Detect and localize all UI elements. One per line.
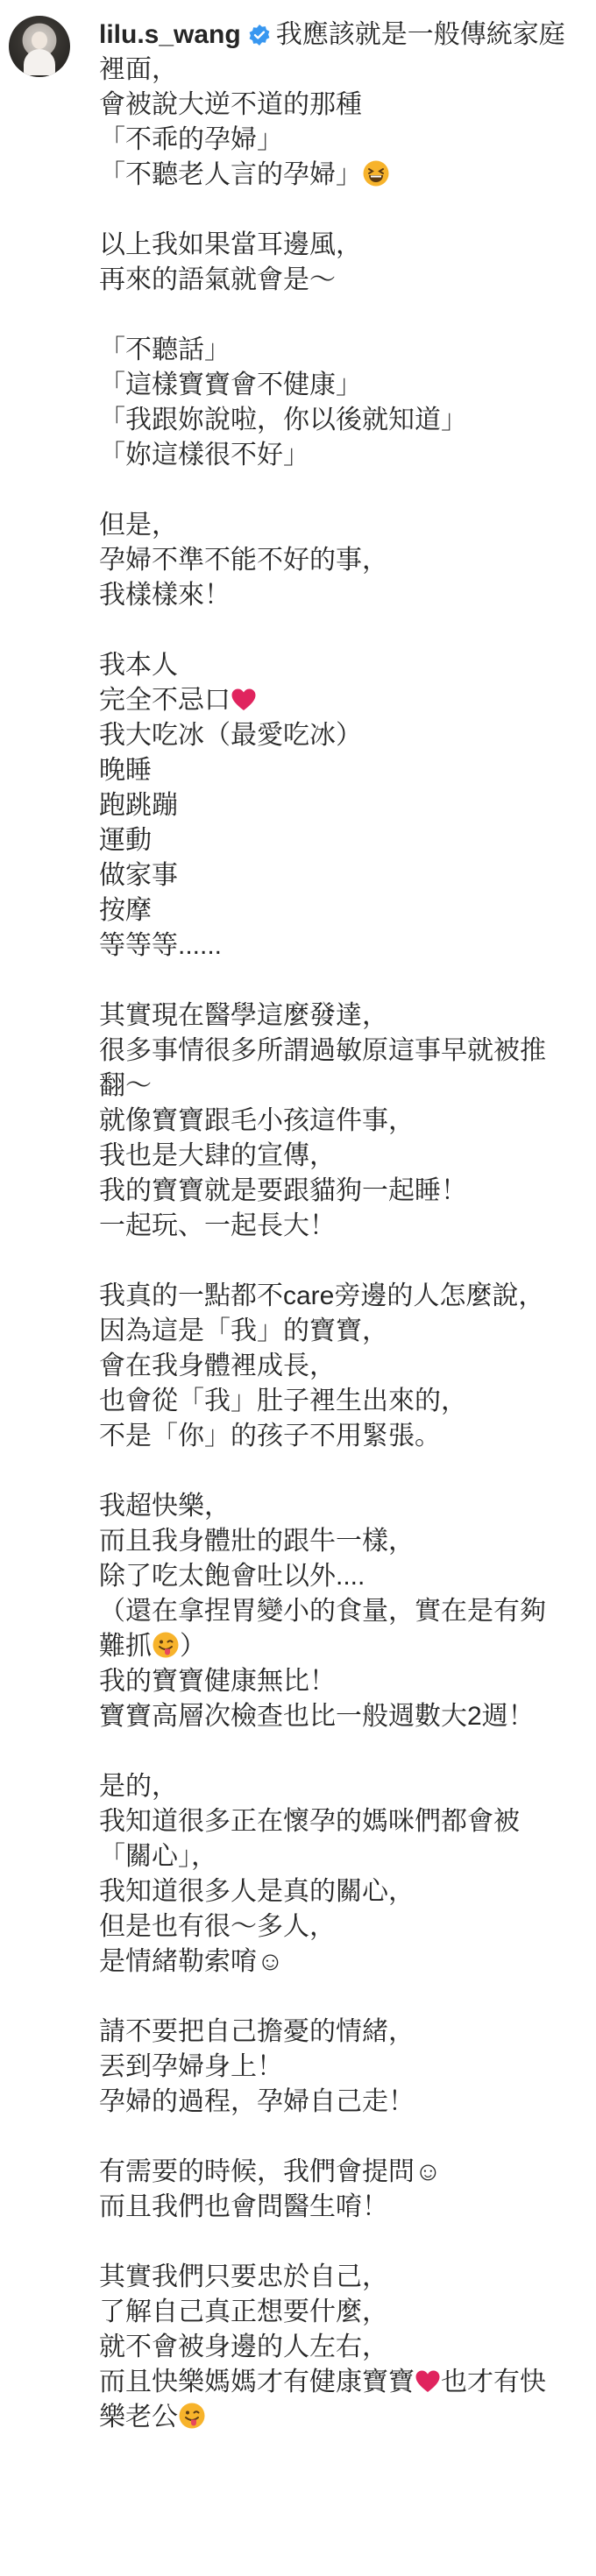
caption-line xyxy=(99,123,590,158)
caption-line-text: 就不會被身邊的人左右， xyxy=(99,2333,388,2361)
caption-line-text: 以上我如果當耳邊風， xyxy=(99,230,362,259)
caption-line xyxy=(99,403,590,438)
caption-line-text: 除了吃太飽會吐以外.... xyxy=(99,1562,365,1591)
caption-line xyxy=(99,718,590,753)
caption-line-text: 而且我身體壯的跟牛一樣， xyxy=(99,1527,415,1556)
caption-line-text: 完全不忌口 xyxy=(99,686,231,715)
caption-line-text: 不是「你」的孩子不用緊張。 xyxy=(99,1422,441,1450)
caption-line-text: 「不聽話」 xyxy=(99,335,231,364)
caption-line-text: 按摩 xyxy=(99,896,152,925)
avatar-head xyxy=(32,32,47,49)
caption-line-text: 但是， xyxy=(99,511,178,540)
caption-line-text: 運動 xyxy=(99,826,152,855)
caption-line-text: 也會從「我」肚子裡生出來的， xyxy=(99,1387,467,1415)
caption-header xyxy=(99,18,590,53)
caption-line xyxy=(99,333,590,368)
winking-face-with-tongue-icon xyxy=(178,2402,206,2430)
caption-line-text: 寶寶高層次檢查也比一般週數大2週！ xyxy=(99,1702,535,1731)
caption-line-text: 樂老公 xyxy=(99,2403,178,2431)
username-link[interactable]: lilu.s_wang xyxy=(99,20,241,49)
caption-blank-line xyxy=(99,1980,590,2015)
caption-line-text: 難抓 xyxy=(99,1632,152,1661)
caption-line xyxy=(99,1279,590,1314)
caption-line-text: 我超快樂， xyxy=(99,1492,231,1521)
caption-line-text: 其實我們只要忠於自己， xyxy=(99,2262,388,2291)
caption-line xyxy=(99,2190,590,2225)
caption-line-text: （還在拿捏胃變小的食量，實在是有夠 xyxy=(99,1597,546,1626)
caption-line xyxy=(99,263,590,298)
caption-line xyxy=(99,2330,590,2365)
caption-line xyxy=(99,508,590,543)
caption-line-text: 一起玩、一起長大！ xyxy=(99,1211,336,1240)
caption-line xyxy=(99,228,590,263)
caption-line xyxy=(99,1664,590,1699)
caption-line xyxy=(99,999,590,1034)
caption-line xyxy=(99,53,590,88)
caption-blank-line xyxy=(99,298,590,333)
caption-blank-line xyxy=(99,193,590,228)
caption-line-text: 我大吃冰（最愛吃冰） xyxy=(99,721,362,750)
caption-line xyxy=(99,648,590,683)
caption-line-text: 就像寶寶跟毛小孩這件事， xyxy=(99,1106,415,1135)
caption-line xyxy=(99,1874,590,1909)
caption-line xyxy=(99,1594,590,1629)
caption-line-text: 我的寶寶就是要跟貓狗一起睡！ xyxy=(99,1176,467,1205)
caption-line-text: 「不乖的孕婦」 xyxy=(99,125,283,154)
caption-line-text: 等等等...... xyxy=(99,931,223,960)
caption-line-text: 跑跳蹦 xyxy=(99,791,178,820)
caption-line-text: 請不要把自己擔憂的情緒， xyxy=(99,2017,415,2046)
caption-line xyxy=(99,2085,590,2120)
caption-blank-line xyxy=(99,2225,590,2260)
caption-line-text: 我樣樣來！ xyxy=(99,581,231,610)
caption-line xyxy=(99,1699,590,1734)
caption-blank-line xyxy=(99,1244,590,1279)
red-heart-icon xyxy=(231,688,257,712)
red-heart-icon xyxy=(415,2369,441,2394)
caption-line xyxy=(99,1069,590,1104)
caption-line-text: 會在我身體裡成長， xyxy=(99,1352,336,1380)
caption-line-text: 我的寶寶健康無比！ xyxy=(99,1667,336,1696)
caption-line xyxy=(99,858,590,893)
caption-line-text: 孕婦的過程，孕婦自己走！ xyxy=(99,2087,415,2116)
caption-line-text: 「這樣寶寶會不健康」 xyxy=(99,371,362,399)
caption-line-text: 做家事 xyxy=(99,861,178,890)
caption-line-text: 因為這是「我」的寶寶， xyxy=(99,1316,388,1345)
caption-line-text: 我知道很多人是真的關心， xyxy=(99,1877,415,1906)
caption-line-text: 而且快樂媽媽才有健康寶寶 xyxy=(99,2368,415,2396)
caption-line-text: 「我跟妳說啦，你以後就知道」 xyxy=(99,406,467,434)
verified-badge-icon xyxy=(248,24,271,46)
caption-first-line: 我應該就是一般傳統家庭 xyxy=(275,20,565,49)
caption-line xyxy=(99,2050,590,2085)
caption-line xyxy=(99,683,590,718)
caption-line xyxy=(99,2365,590,2400)
caption-line xyxy=(99,1384,590,1419)
caption-line-text: 是的， xyxy=(99,1772,178,1801)
caption-line-text: 了解自己真正想要什麼， xyxy=(99,2297,388,2326)
caption-line xyxy=(99,1489,590,1524)
caption-line-text: 會被說大逆不道的那種 xyxy=(99,90,362,119)
caption-blank-line xyxy=(99,613,590,648)
caption-line-text: 我知道很多正在懷孕的媽咪們都會被 xyxy=(99,1807,520,1836)
caption-line xyxy=(99,2400,590,2435)
caption-line xyxy=(99,2155,590,2190)
caption-line xyxy=(99,1314,590,1349)
caption-line xyxy=(99,1944,590,1980)
grinning-squinting-face-icon xyxy=(362,159,390,187)
caption-line-text: 我本人 xyxy=(99,651,178,680)
caption-line-text: 孕婦不準不能不好的事， xyxy=(99,546,388,575)
caption-line-text: 其實現在醫學這麼發達， xyxy=(99,1001,388,1030)
caption-line-text: 丟到孕婦身上！ xyxy=(99,2052,283,2081)
caption-line xyxy=(99,543,590,578)
caption-line-text: 裡面， xyxy=(99,55,178,84)
caption-line xyxy=(99,158,590,193)
caption-line xyxy=(99,823,590,858)
avatar-body xyxy=(24,49,55,75)
caption-line xyxy=(99,1804,590,1839)
caption-line xyxy=(99,1419,590,1454)
caption-line xyxy=(99,1349,590,1384)
caption-line-text: 翻～ xyxy=(99,1071,152,1100)
caption-line xyxy=(99,1524,590,1559)
caption-line-text: 而且我們也會問醫生唷！ xyxy=(99,2192,388,2221)
caption-line xyxy=(99,1839,590,1874)
caption-line-tail: 也才有快 xyxy=(441,2368,546,2396)
caption-line xyxy=(99,2015,590,2050)
caption-line-text: 「不聽老人言的孕婦」 xyxy=(99,160,362,189)
caption-blank-line xyxy=(99,963,590,999)
caption-line xyxy=(99,438,590,473)
caption-line xyxy=(99,753,590,788)
caption-line xyxy=(99,788,590,823)
caption-line xyxy=(99,928,590,963)
caption-line xyxy=(99,1909,590,1944)
caption-line xyxy=(99,2260,590,2295)
caption-line-text: 「妳這樣很不好」 xyxy=(99,441,309,469)
caption-line xyxy=(99,1174,590,1209)
caption-line xyxy=(99,1034,590,1069)
caption-line-text: 但是也有很～多人， xyxy=(99,1912,336,1941)
caption-line xyxy=(99,1209,590,1244)
caption-line xyxy=(99,1104,590,1139)
caption-line-text: 有需要的時候，我們會提問☺ xyxy=(99,2157,442,2186)
caption-line-text: 「關心」， xyxy=(99,1842,217,1871)
caption-line xyxy=(99,2295,590,2330)
caption-line-text: 很多事情很多所謂過敏原這事早就被推 xyxy=(99,1036,546,1065)
caption-blank-line xyxy=(99,2120,590,2155)
caption-line xyxy=(99,368,590,403)
caption-line xyxy=(99,578,590,613)
winking-face-with-tongue-icon xyxy=(152,1631,180,1659)
caption-body xyxy=(99,53,590,2435)
caption-line xyxy=(99,1629,590,1664)
caption-line xyxy=(99,1769,590,1804)
caption-line-text: 晚睡 xyxy=(99,756,152,785)
caption-blank-line xyxy=(99,473,590,508)
caption-line xyxy=(99,893,590,928)
post-caption xyxy=(99,18,590,2435)
caption-line xyxy=(99,1559,590,1594)
caption-line-text: 再來的語氣就會是～ xyxy=(99,265,336,294)
caption-blank-line xyxy=(99,1454,590,1489)
paren-close: ） xyxy=(180,1632,206,1661)
caption-line xyxy=(99,1139,590,1174)
caption-line-text: 我也是大肆的宣傳， xyxy=(99,1141,336,1170)
caption-line-text: 是情緒勒索唷☺ xyxy=(99,1947,284,1976)
caption-blank-line xyxy=(99,1734,590,1769)
caption-line-text: 我真的一點都不care旁邊的人怎麼說， xyxy=(99,1281,545,1310)
profile-avatar[interactable] xyxy=(9,16,70,77)
caption-line xyxy=(99,88,590,123)
